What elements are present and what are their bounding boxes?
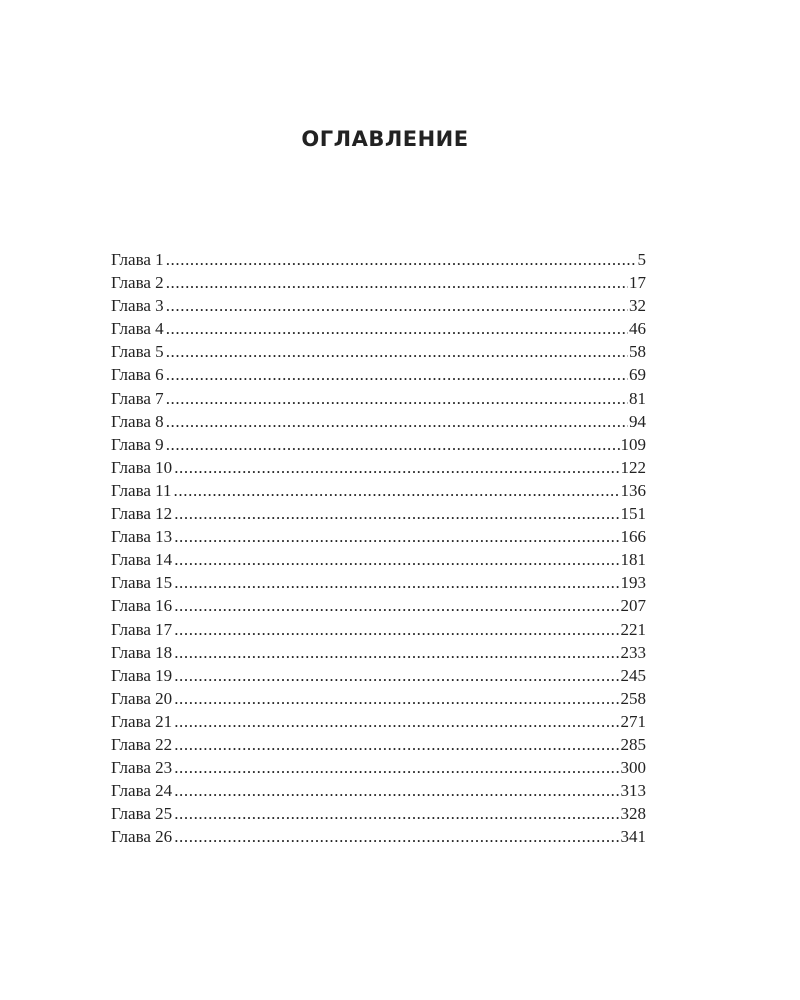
toc-entry-7[interactable] (111, 387, 646, 410)
toc-entry-page: 109 (620, 434, 646, 454)
toc-entry-label: Глава 6 (111, 365, 164, 385)
toc-entry-label: Глава 22 (111, 734, 173, 754)
toc-entry-9[interactable] (111, 433, 646, 456)
toc-entry-page: 58 (629, 342, 646, 362)
toc-leader-dots (174, 687, 619, 710)
toc-leader-dots (174, 571, 619, 594)
toc-entry-16[interactable] (111, 594, 646, 617)
toc-leader-dots (174, 641, 619, 664)
toc-entry-label: Глава 12 (111, 504, 173, 524)
toc-leader-dots (166, 410, 628, 433)
toc-entry-label: Глава 7 (111, 388, 164, 408)
toc-entry-label: Глава 10 (111, 457, 173, 477)
toc-entry-page: 313 (620, 781, 646, 801)
toc-entry-24[interactable] (111, 779, 646, 802)
toc-leader-dots (174, 525, 619, 548)
toc-entry-page: 258 (620, 688, 646, 708)
toc-entry-label: Глава 15 (111, 573, 173, 593)
toc-leader-dots (174, 502, 619, 525)
toc-entry-label: Глава 18 (111, 642, 173, 662)
toc-entry-15[interactable] (111, 571, 646, 594)
toc-leader-dots (166, 340, 628, 363)
toc-entry-10[interactable] (111, 456, 646, 479)
toc-entry-page: 328 (620, 804, 646, 824)
toc-entry-12[interactable] (111, 502, 646, 525)
toc-entry-4[interactable] (111, 317, 646, 340)
toc-entry-page: 285 (620, 734, 646, 754)
toc-entry-page: 300 (620, 758, 646, 778)
toc-entry-page: 207 (620, 596, 646, 616)
toc-entry-page: 122 (620, 457, 646, 477)
toc-entry-page: 181 (620, 550, 646, 570)
toc-entry-label: Глава 5 (111, 342, 164, 362)
toc-leader-dots (166, 387, 628, 410)
toc-entry-page: 151 (620, 504, 646, 524)
page-title: ОГЛАВЛЕНИЕ (301, 127, 469, 151)
toc-leader-dots (174, 779, 619, 802)
toc-entry-label: Глава 11 (111, 480, 172, 500)
toc-entry-8[interactable] (111, 410, 646, 433)
toc-entry-17[interactable] (111, 618, 646, 641)
toc-leader-dots (174, 548, 619, 571)
toc-entry-page: 136 (620, 480, 646, 500)
toc-entry-label: Глава 2 (111, 273, 164, 293)
toc-entry-page: 94 (629, 411, 646, 431)
toc-entry-label: Глава 23 (111, 758, 173, 778)
toc-entry-page: 32 (629, 296, 646, 316)
toc-entry-label: Глава 26 (111, 827, 173, 847)
toc-entry-page: 271 (620, 711, 646, 731)
toc-entry-page: 5 (637, 250, 646, 269)
toc-leader-dots (174, 733, 619, 756)
toc-leader-dots (166, 271, 628, 294)
toc-entry-page: 341 (620, 827, 646, 847)
toc-entry-page: 166 (620, 527, 646, 547)
toc-entry-26[interactable] (111, 825, 646, 848)
toc-entry-6[interactable] (111, 363, 646, 386)
toc-entry-label: Глава 3 (111, 296, 164, 316)
toc-entry-5[interactable] (111, 340, 646, 363)
toc-entry-3[interactable] (111, 294, 646, 317)
toc-entry-page: 69 (629, 365, 646, 385)
toc-leader-dots (166, 294, 628, 317)
toc-entry-page: 46 (629, 319, 646, 339)
toc-entry-25[interactable] (111, 802, 646, 825)
toc-entry-page: 17 (629, 273, 646, 293)
toc-entry-page: 245 (620, 665, 646, 685)
toc-entry-page: 81 (629, 388, 646, 408)
toc-leader-dots (166, 363, 628, 386)
toc-entry-2[interactable] (111, 271, 646, 294)
toc-entry-21[interactable] (111, 710, 646, 733)
toc-leader-dots (174, 456, 619, 479)
toc-entry-label: Глава 8 (111, 411, 164, 431)
toc-leader-dots (174, 756, 619, 779)
toc-entry-1[interactable] (111, 248, 646, 271)
toc-entry-label: Глава 4 (111, 319, 164, 339)
toc-leader-dots (174, 710, 619, 733)
toc-entry-page: 193 (620, 573, 646, 593)
toc-leader-dots (174, 618, 619, 641)
toc-leader-dots (174, 479, 620, 502)
table-of-contents (111, 248, 646, 848)
toc-entry-page: 233 (620, 642, 646, 662)
toc-entry-14[interactable] (111, 548, 646, 571)
toc-entry-13[interactable] (111, 525, 646, 548)
toc-entry-23[interactable] (111, 756, 646, 779)
toc-entry-18[interactable] (111, 641, 646, 664)
toc-leader-dots (166, 317, 628, 340)
toc-entry-22[interactable] (111, 733, 646, 756)
toc-entry-19[interactable] (111, 664, 646, 687)
toc-leader-dots (174, 594, 619, 617)
toc-entry-label: Глава 21 (111, 711, 173, 731)
toc-entry-label: Глава 19 (111, 665, 173, 685)
toc-leader-dots (174, 664, 619, 687)
toc-entry-label: Глава 13 (111, 527, 173, 547)
toc-entry-label: Глава 1 (111, 250, 164, 269)
toc-entry-page: 221 (620, 619, 646, 639)
toc-entry-20[interactable] (111, 687, 646, 710)
toc-entry-label: Глава 24 (111, 781, 173, 801)
toc-leader-dots (166, 248, 637, 271)
toc-entry-label: Глава 20 (111, 688, 173, 708)
toc-entry-label: Глава 16 (111, 596, 173, 616)
toc-leader-dots (174, 802, 619, 825)
toc-entry-label: Глава 14 (111, 550, 173, 570)
toc-leader-dots (166, 433, 620, 456)
toc-entry-label: Глава 25 (111, 804, 173, 824)
toc-entry-11[interactable] (111, 479, 646, 502)
toc-leader-dots (174, 825, 619, 848)
toc-entry-label: Глава 9 (111, 434, 164, 454)
toc-entry-label: Глава 17 (111, 619, 173, 639)
